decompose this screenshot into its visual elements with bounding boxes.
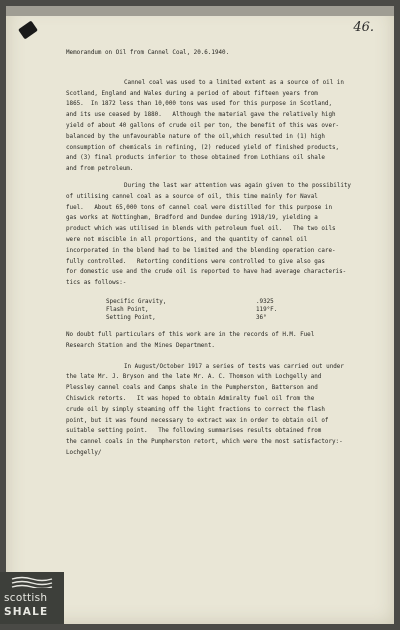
table-row: Flash Point, 119°F. bbox=[106, 306, 278, 313]
memo-heading: Memorandum on Oil from Cannel Coal, 20.6.1940. bbox=[66, 50, 230, 56]
paragraph-2: During the last war attention was again given to the possibility of utilising cannel coal as a source of oil, this time mainly for Naval fuel. About 65,000 tons of cannel coal were distilled for this purpose in gas works at Nottingham, Bradford and Dundee during 1918/19, yielding a product which was utilised in blends with petroleum fuel oil. The two oils were not miscible in all proportions, and the quantity of cannel oil incorporated in the blend had to be limited and the blending operation care- fully controlled. Retorting conditions were controlled to give also gas for domestic use and the crude oil is reported to have had average characteris- tics as follows:- bbox=[66, 182, 351, 287]
logo-text-scottish: scottish bbox=[4, 592, 48, 604]
page-number: 46. bbox=[353, 20, 374, 35]
binder-hole bbox=[18, 20, 38, 39]
scan-edge bbox=[6, 6, 394, 16]
paragraph-1: Cannel coal was used to a limited extent as a source of oil in Scotland, England and Wales during a period of about fifteen years from 1865. In 1872 less than 10,000 tons was used for this purpose in Scotland, and its use ceased by 1880. Although the material gave the relatively high yield of about 40 gallons of crude oil per ton, the benefit of this was over- balanced by the unfavourable nature of the oil,which resulted in (1) high consumption of chemicals in refining, (2) reduced yield of finished products, and (3) final products inferior to those obtained from Lothians oil shale and from petroleum. bbox=[66, 79, 344, 173]
table-row: Setting Point, 36° bbox=[106, 314, 267, 321]
shale-layers-icon bbox=[10, 576, 54, 588]
table-row: Specific Gravity, .9325 bbox=[106, 298, 274, 305]
continuation-heading: Lochgelly/ bbox=[66, 449, 102, 456]
paragraph-4: In August/October 1917 a series of tests was carried out under the late Mr. J. Bryson and the late Mr. A. C. Thomson with Lochgelly and Plessley cannel coals and Camps shale in the Pumpherston, Batterson and Chiswick retorts. It was hoped to obtain Admiralty fuel oil from the crude oil by simply steaming off the light fractions to correct the flash point, but it was found necessary to extract wax in order to obtain oil of suitable setting point. The following summarises results obtained from the cannel coals in the Pumpherston retort, which were the most satisfactory:- bbox=[66, 363, 344, 446]
scottish-shale-logo bbox=[0, 572, 64, 624]
logo-text-shale: SHALE bbox=[4, 606, 49, 618]
document-page bbox=[6, 6, 394, 624]
paragraph-3: No doubt full particulars of this work are in the records of H.M. Fuel Research Station and the Mines Department. bbox=[66, 331, 315, 349]
oil-characteristics-table bbox=[106, 298, 388, 322]
memo-body bbox=[66, 48, 388, 459]
